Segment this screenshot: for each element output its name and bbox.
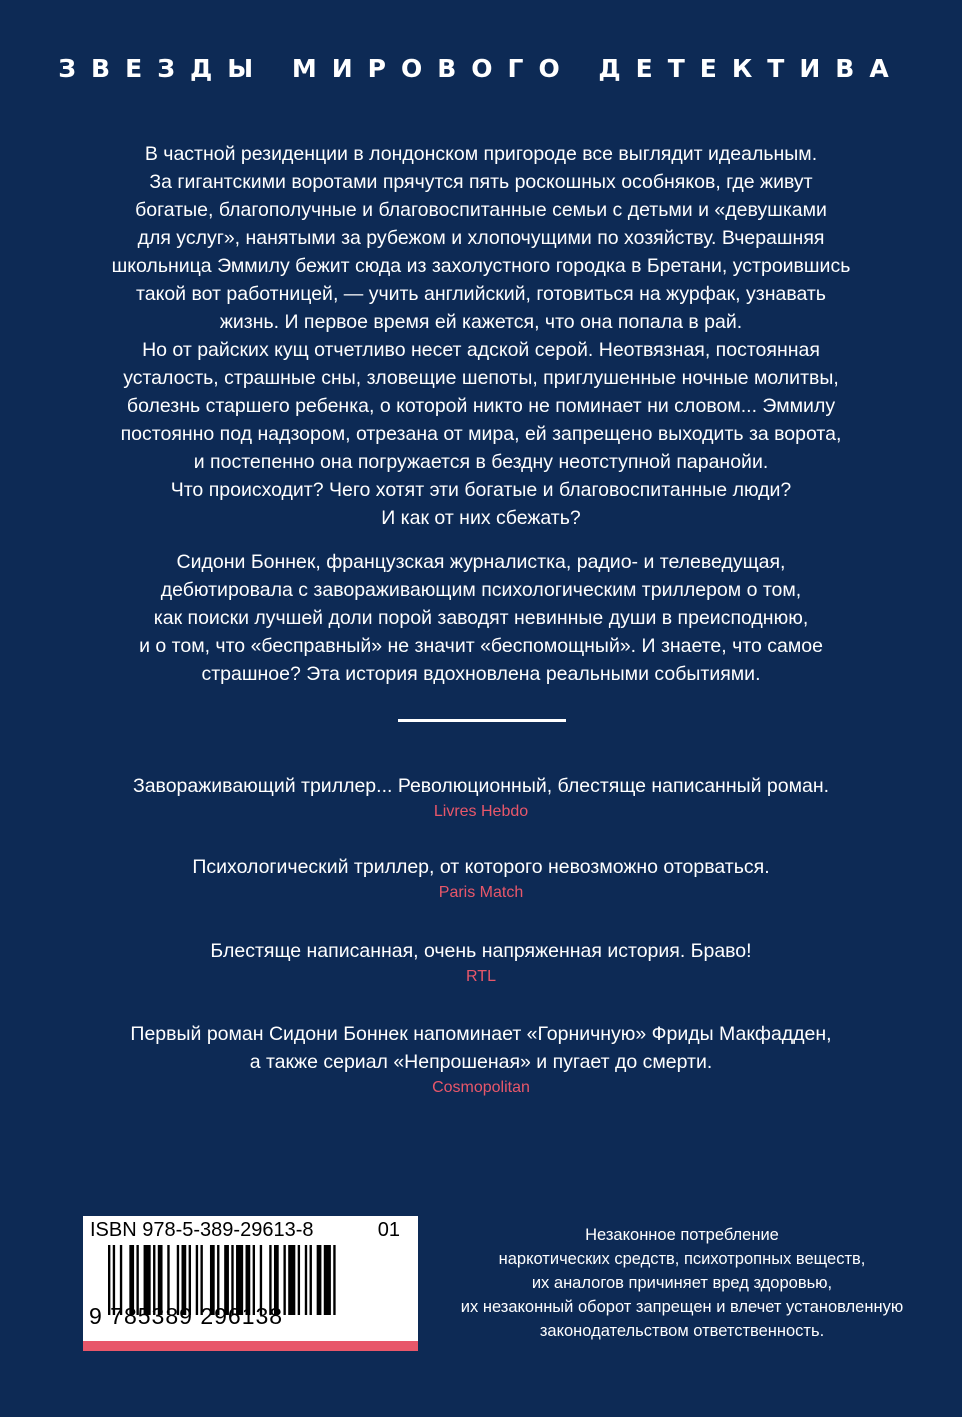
legal-warning xyxy=(440,1223,924,1343)
review-quote: а также сериал «Непрошеная» и пугает до смерти. xyxy=(249,1051,713,1073)
annotation-line: постоянно под надзором, отрезана от мира, ей запрещено выходить за ворота, xyxy=(120,423,842,445)
annotation-line: Но от райских кущ отчетливо несет адской серой. Неотвязная, постоянная xyxy=(142,339,820,361)
review-quote: Первый роман Сидони Боннек напоминает «Горничную» Фриды Макфадден, xyxy=(130,1023,832,1045)
warning-line: их незаконный оборот запрещен и влечет установленную xyxy=(460,1298,904,1316)
section-divider xyxy=(398,719,566,722)
warning-line: наркотических средств, психотропных веществ, xyxy=(498,1250,866,1268)
barcode-bar xyxy=(324,1245,331,1315)
bio-line: Сидони Боннек, французская журналистка, радио- и телеведущая, xyxy=(176,551,786,573)
warning-line: их аналогов причиняет вред здоровью, xyxy=(531,1274,833,1292)
annotation-line: болезнь старшего ребенка, о которой никто не поминает ни словом... Эммилу xyxy=(126,395,836,417)
annotation-line: и постепенно она погружается в бездну неотступной паранойи. xyxy=(193,451,769,473)
barcode-bar xyxy=(333,1245,335,1315)
isbn-label: ISBN 978-5-389-29613-8 xyxy=(90,1219,314,1241)
isbn-addon: 01 xyxy=(377,1219,400,1241)
bio-line: как поиски лучшей доли порой заводят невинные души в преисподнюю, xyxy=(153,607,809,629)
author-bio xyxy=(60,548,902,688)
series-title: ЗВЕЗДЫ МИРОВОГО ДЕТЕКТИВА xyxy=(58,54,904,83)
review-3 xyxy=(60,937,902,988)
review-source: Paris Match xyxy=(438,884,524,901)
annotation-line: богатые, благополучные и благовоспитанные семьи с детьми и «девушками xyxy=(135,199,827,221)
annotation-line: усталость, страшные сны, зловещие шепоты, приглушенные ночные молитвы, xyxy=(123,367,839,389)
annotation-text xyxy=(60,140,902,532)
review-1 xyxy=(60,772,902,823)
annotation-line: такой вот работницей, — учить английский, готовиться на журфак, узнавать xyxy=(136,283,826,305)
review-source: Cosmopolitan xyxy=(432,1079,530,1096)
annotation-line: жизнь. И первое время ей кажется, что она попала в рай. xyxy=(219,311,743,333)
review-4 xyxy=(60,1020,902,1099)
annotation-line: И как от них сбежать? xyxy=(381,507,581,529)
isbn-label-row xyxy=(90,1219,400,1242)
bio-line: страшное? Эта история вдохновлена реальными событиями. xyxy=(201,663,761,685)
review-source: RTL xyxy=(466,968,496,985)
annotation-line: для услуг», нанятыми за рубежом и хлопочущими по хозяйству. Вчерашняя xyxy=(137,227,825,249)
annotation-line: школьница Эммилу бежит сюда из захолустного городка в Бретани, устроившись xyxy=(111,255,851,277)
bio-line: дебютировала с завораживающим психологическим триллером о том, xyxy=(160,579,802,601)
review-source: Livres Hebdo xyxy=(433,803,529,820)
annotation-line: В частной резиденции в лондонском пригороде все выглядит идеальным. xyxy=(144,143,818,165)
ean-digits: 9 785389 296138 xyxy=(89,1303,284,1329)
warning-line: законодательством ответственность. xyxy=(539,1322,825,1340)
review-quote: Завораживающий триллер... Революционный, блестяще написанный роман. xyxy=(132,775,830,797)
warning-line: Незаконное потребление xyxy=(585,1226,779,1244)
review-quote: Блестяще написанная, очень напряженная история. Браво! xyxy=(210,940,752,962)
bio-line: и о том, что «бесправный» не значит «беспомощный». И знаете, что самое xyxy=(139,635,823,657)
annotation-line: Что происходит? Чего хотят эти богатые и благовоспитанные люди? xyxy=(170,479,792,501)
annotation-line: За гигантскими воротами прячутся пять роскошных особняков, где живут xyxy=(149,171,813,193)
review-2 xyxy=(60,853,902,904)
review-quote: Психологический триллер, от которого невозможно оторваться. xyxy=(192,856,770,878)
